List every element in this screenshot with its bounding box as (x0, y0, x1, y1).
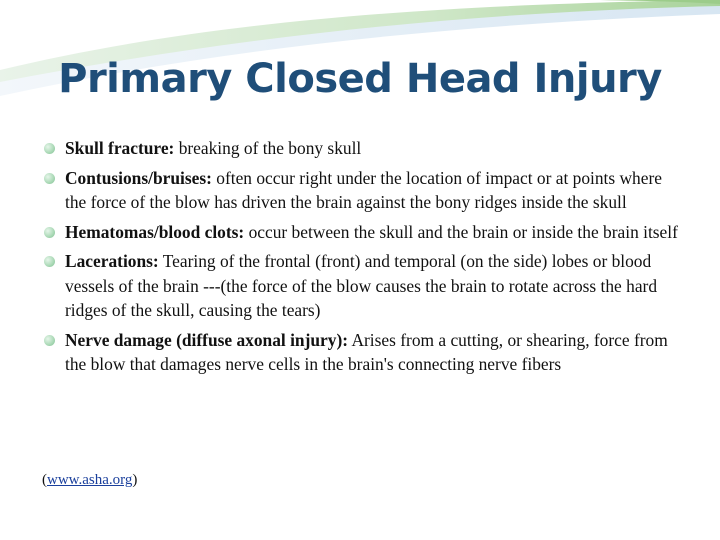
bullet-text: Tearing of the frontal (front) and temporal (on the side) lobes or blood vessels of the brain ---(the force of the blow causes the brain to rotate across the hard ridges of the skull, causing the tears) (65, 251, 658, 320)
bullet-term: Nerve damage (diffuse axonal injury): (65, 329, 349, 350)
bullet-item-hematomas (44, 220, 684, 245)
bullet-item-lacerations (44, 249, 684, 323)
bullet-dot-icon (44, 173, 55, 184)
bullet-list (44, 136, 684, 382)
bullet-term: Skull fracture: (65, 138, 175, 158)
bullet-item-skull-fracture (44, 136, 684, 161)
source-citation (42, 472, 137, 489)
slide-title: Primary Closed Head Injury (58, 56, 662, 102)
bullet-text: occur between the skull and the brain or inside the brain itself (244, 221, 678, 242)
bullet-item-contusions (44, 166, 684, 215)
bullet-term: Hematomas/blood clots: (65, 221, 245, 242)
bullet-term: Lacerations: (65, 251, 159, 271)
bullet-text: Arises from a cutting, or shearing, force from the blow that damages nerve cells in the brain's connecting nerve fibers (65, 329, 668, 374)
bullet-text: often occur right under the location of impact or at points where the force of the blow has driven the brain against the bony ridges inside the skull (65, 167, 662, 212)
bullet-dot-icon (44, 227, 55, 238)
source-open-paren: ( (42, 472, 47, 488)
bullet-item-nerve-damage (44, 328, 684, 377)
bullet-term: Contusions/bruises: (65, 167, 212, 188)
source-close-paren: ) (132, 472, 138, 488)
source-link[interactable]: www.asha.org (47, 472, 133, 488)
bullet-dot-icon (44, 256, 55, 267)
bullet-dot-icon (44, 143, 55, 154)
bullet-text: breaking of the bony skull (174, 138, 362, 158)
bullet-dot-icon (44, 335, 55, 346)
